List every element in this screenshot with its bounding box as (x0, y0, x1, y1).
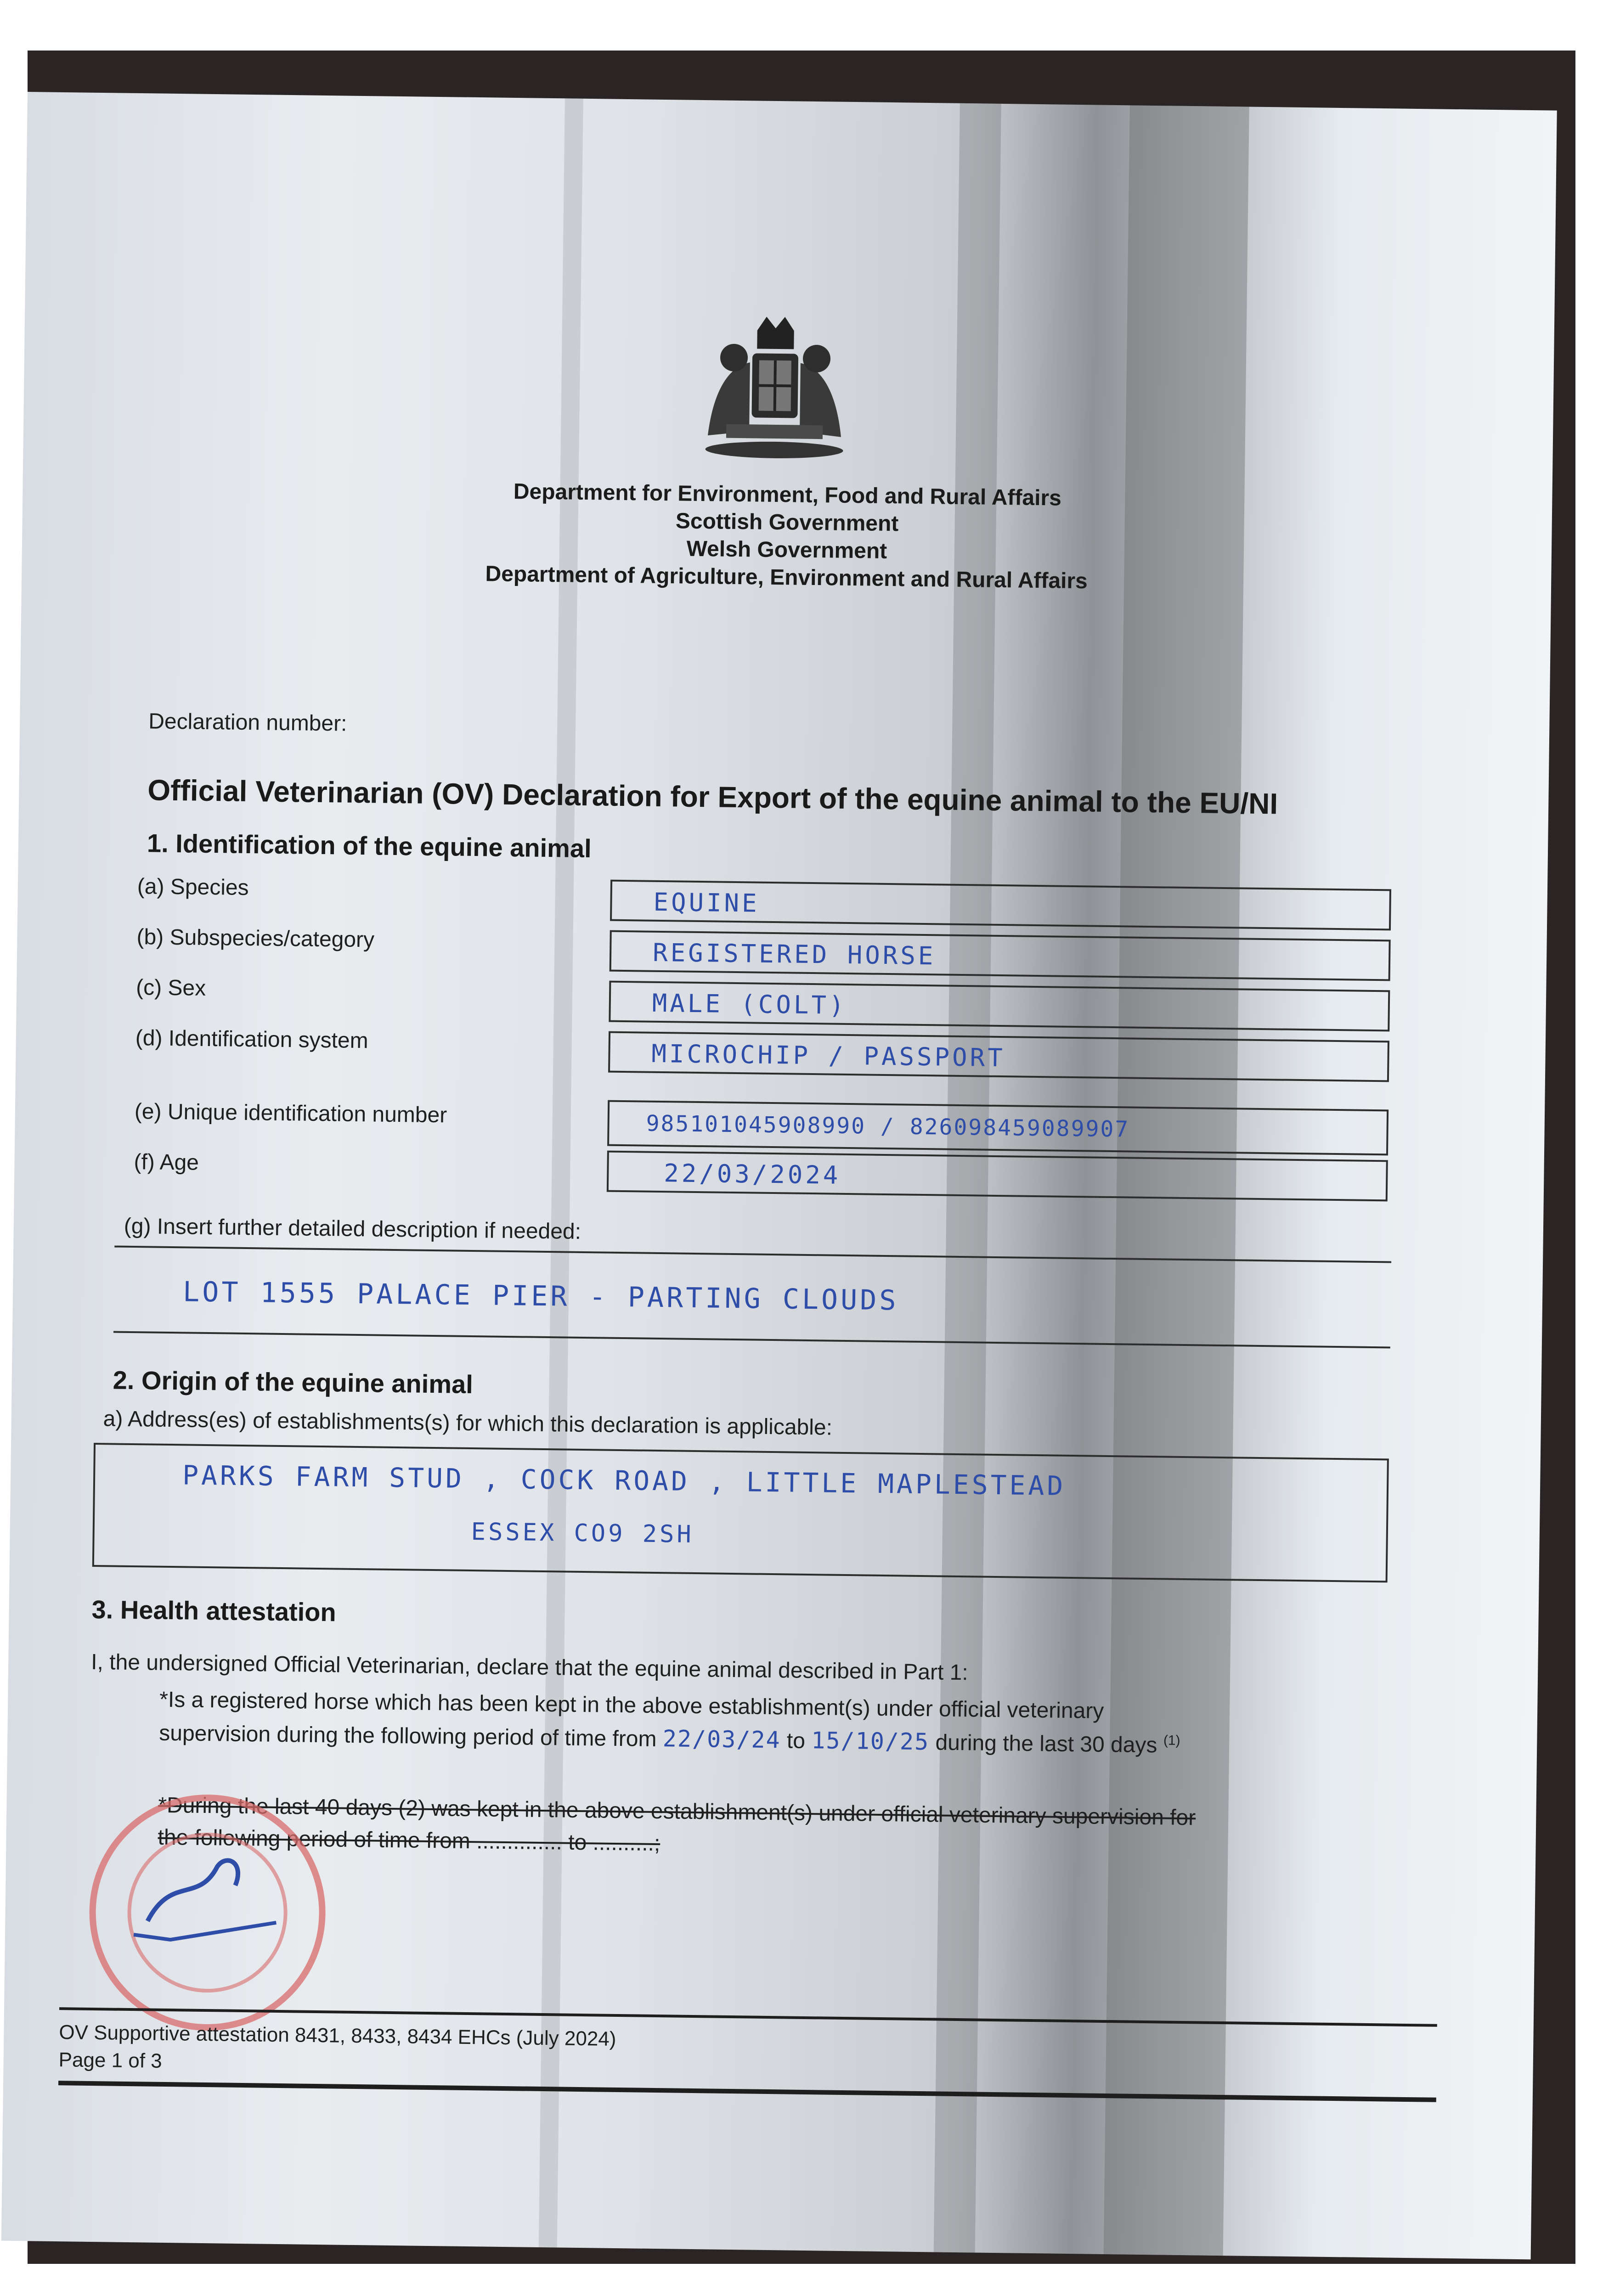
supervision-date-from[interactable]: 22/03/24 (662, 1725, 781, 1754)
department-line-2: Scottish Government (675, 509, 899, 536)
address-line-1: PARKS FARM STUD , COCK ROAD , LITTLE MAPLESTEAD (182, 1459, 1066, 1502)
species-label: (a) Species (137, 874, 249, 900)
footer-page-number: Page 1 of 3 (58, 2048, 163, 2072)
sex-value: MALE (COLT) (652, 988, 847, 1020)
to-word: to (786, 1728, 806, 1753)
age-label: (f) Age (134, 1150, 199, 1175)
subspecies-label: (b) Subspecies/category (136, 925, 375, 952)
species-field[interactable] (610, 880, 1391, 931)
unique-id-value: 985101045908990 / 826098459089907 (646, 1110, 1130, 1142)
official-veterinarian-stamp-icon (77, 1783, 338, 2043)
struck-statement-line-1: *During the last 40 days (2) was kept in the above establishment(s) under official veterinary supervision for (158, 1793, 1196, 1830)
age-field[interactable] (607, 1151, 1388, 1202)
department-line-4: Department of Agriculture, Environment and Rural Affairs (485, 562, 1088, 594)
species-value: EQUINE (653, 887, 760, 918)
address-line-2: ESSEX CO9 2SH (471, 1518, 694, 1548)
royal-crest-icon (698, 311, 852, 465)
section-1-heading: 1. Identification of the equine animal (147, 828, 592, 863)
description-label: (g) Insert further detailed description if needed: (124, 1214, 581, 1244)
health-statement-line-2b: during the last 30 days (935, 1730, 1157, 1758)
identification-system-field[interactable] (608, 1031, 1389, 1082)
health-statement-line-2a: supervision during the following period of time from (159, 1721, 657, 1751)
health-statement-line-2 (159, 1719, 1180, 1758)
sex-label: (c) Sex (135, 975, 206, 1001)
identification-system-label: (d) Identification system (135, 1026, 368, 1053)
unique-id-label: (e) Unique identification number (134, 1099, 447, 1128)
sex-field[interactable] (609, 981, 1390, 1032)
age-value: 22/03/2024 (663, 1159, 841, 1190)
section-2-heading: 2. Origin of the equine animal (113, 1365, 474, 1399)
subspecies-field[interactable] (610, 930, 1391, 981)
section-3-heading: 3. Health attestation (91, 1594, 337, 1627)
declaration-number-label: Declaration number: (148, 709, 347, 736)
struck-statement-line-2: the following period of time from .............. to ..........; (158, 1825, 660, 1856)
description-value: LOT 1555 PALACE PIER - PARTING CLOUDS (182, 1276, 899, 1317)
description-field[interactable] (113, 1246, 1391, 1349)
footnote-ref-1: (1) (1163, 1733, 1180, 1748)
footer-bottom-rule (58, 2081, 1436, 2102)
identification-system-value: MICROCHIP / PASSPORT (651, 1039, 1006, 1073)
supervision-date-to[interactable]: 15/10/25 (811, 1727, 930, 1756)
unique-id-field[interactable] (607, 1100, 1389, 1156)
scan-streak (539, 98, 583, 2247)
subspecies-value: REGISTERED HORSE (652, 938, 936, 971)
footer-attestation-ref: OV Supportive attestation 8431, 8433, 8434 EHCs (July 2024) (59, 2021, 616, 2050)
document-page (1, 92, 1557, 2259)
health-intro: I, the undersigned Official Veterinarian, declare that the equine animal described in Part 1: (90, 1649, 969, 1685)
health-statement-line-1: *Is a registered horse which has been kept in the above establishment(s) under official veterinary (159, 1687, 1104, 1723)
department-line-1: Department for Environment, Food and Rural Affairs (513, 479, 1062, 511)
department-line-3: Welsh Government (686, 536, 887, 563)
document-title: Official Veterinarian (OV) Declaration for Export of the equine animal to the EU/NI (147, 773, 1278, 821)
address-field[interactable] (92, 1443, 1389, 1582)
address-label: a) Address(es) of establishments(s) for which this declaration is applicable: (103, 1407, 833, 1440)
